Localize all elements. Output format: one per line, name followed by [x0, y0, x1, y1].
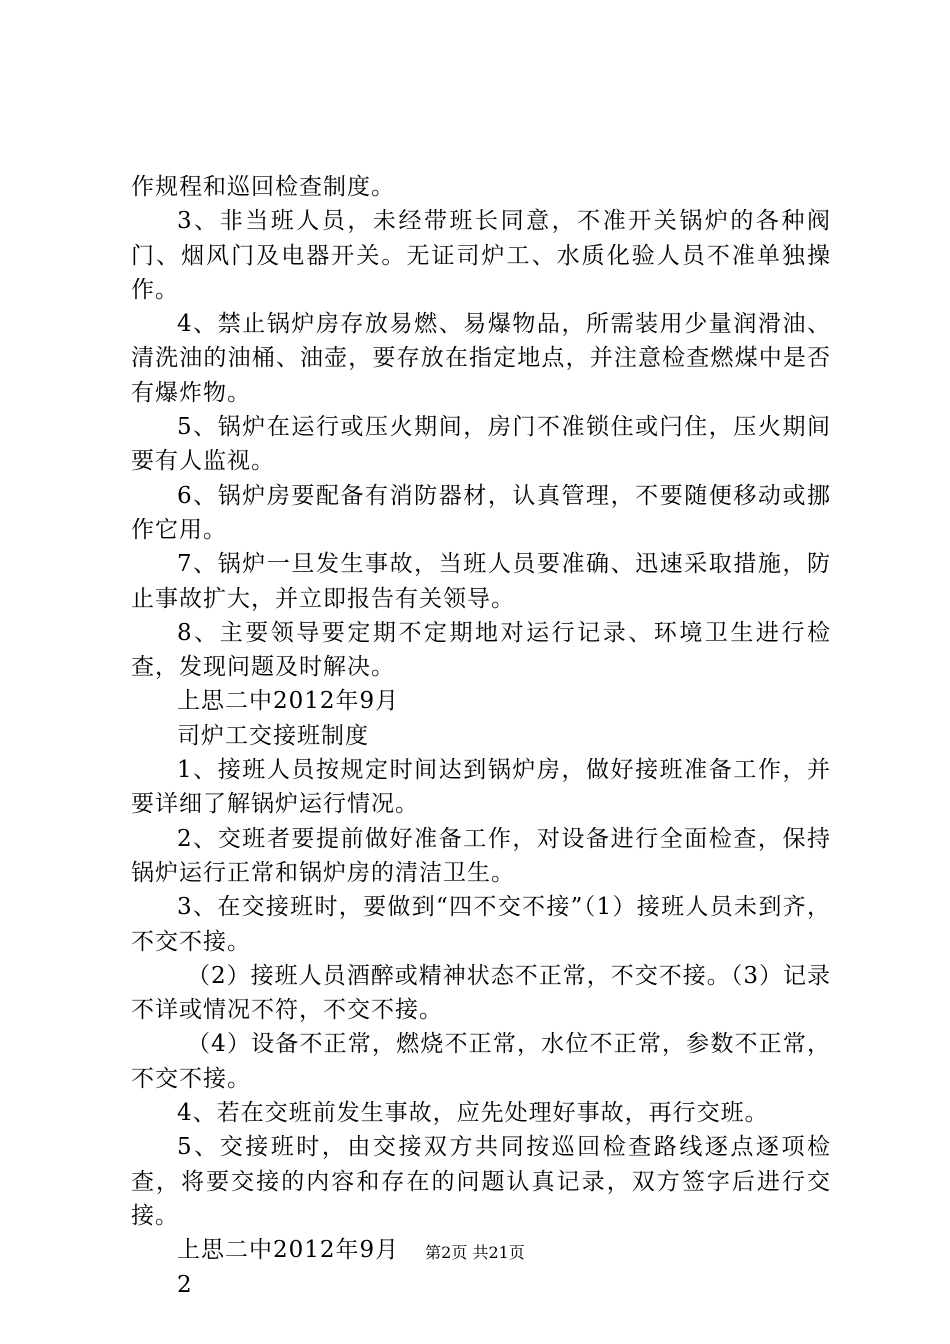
signature-date-1: 上思二中2012年9月: [177, 688, 400, 715]
paragraph-rule-7: 7、锅炉一旦发生事故，当班人员要准确、迅速采取措施，防止事故扩大，并立即报告有关领导。: [131, 551, 831, 612]
paragraph-shift-3-sub-2: （2）接班人员酒醉或精神状态不正常，不交不接。（3）记录不详或情况不符，不交不接。: [131, 962, 831, 1024]
paragraph-shift-5: 5、交接班时，由交接双方共同按巡回检查路线逐点逐项检查，将要交接的内容和存在的问题认真记录，双方签字后进行交接。: [131, 1134, 831, 1229]
paragraph-continuation: 作规程和巡回检查制度。: [131, 174, 395, 200]
paragraph-shift-3: 3、在交接班时，要做到“四不交不接”（1）接班人员未到齐，不交不接。: [131, 894, 831, 955]
document-body: [131, 170, 831, 1302]
signature-date-2: 上思二中2012年9月: [177, 1237, 400, 1264]
paragraph-rule-5: 5、锅炉在运行或压火期间，房门不准锁住或闩住，压火期间要有人监视。: [131, 414, 831, 475]
paragraph-shift-4: 4、若在交班前发生事故，应先处理好事故，再行交班。: [177, 1100, 769, 1127]
section-title: 司炉工交接班制度: [177, 722, 369, 749]
paragraph-shift-1: 1、接班人员按规定时间达到锅炉房，做好接班准备工作，并要详细了解锅炉运行情况。: [131, 757, 831, 818]
page-footer: 第2页 共21页: [425, 1243, 525, 1262]
paragraph-rule-4: 4、禁止锅炉房存放易燃、易爆物品，所需装用少量润滑油、清洗油的油桶、油壶，要存放在指定地点，并注意检查燃煤中是否有爆炸物。: [131, 311, 831, 406]
paragraph-shift-3-sub-4: （4）设备不正常，燃烧不正常，水位不正常，参数不正常，不交不接。: [131, 1031, 831, 1092]
inline-page-number: 2: [177, 1271, 193, 1298]
paragraph-rule-3: 3、非当班人员，未经带班长同意，不准开关锅炉的各种阀门、烟风门及电器开关。无证司炉工、水质化验人员不准单独操作。: [131, 208, 831, 303]
paragraph-rule-8: 8、主要领导要定期不定期地对运行记录、环境卫生进行检查，发现问题及时解决。: [131, 619, 831, 681]
paragraph-rule-6: 6、锅炉房要配备有消防器材，认真管理，不要随便移动或挪作它用。: [131, 482, 831, 543]
paragraph-shift-2: 2、交班者要提前做好准备工作，对设备进行全面检查，保持锅炉运行正常和锅炉房的清洁卫生。: [131, 825, 831, 886]
